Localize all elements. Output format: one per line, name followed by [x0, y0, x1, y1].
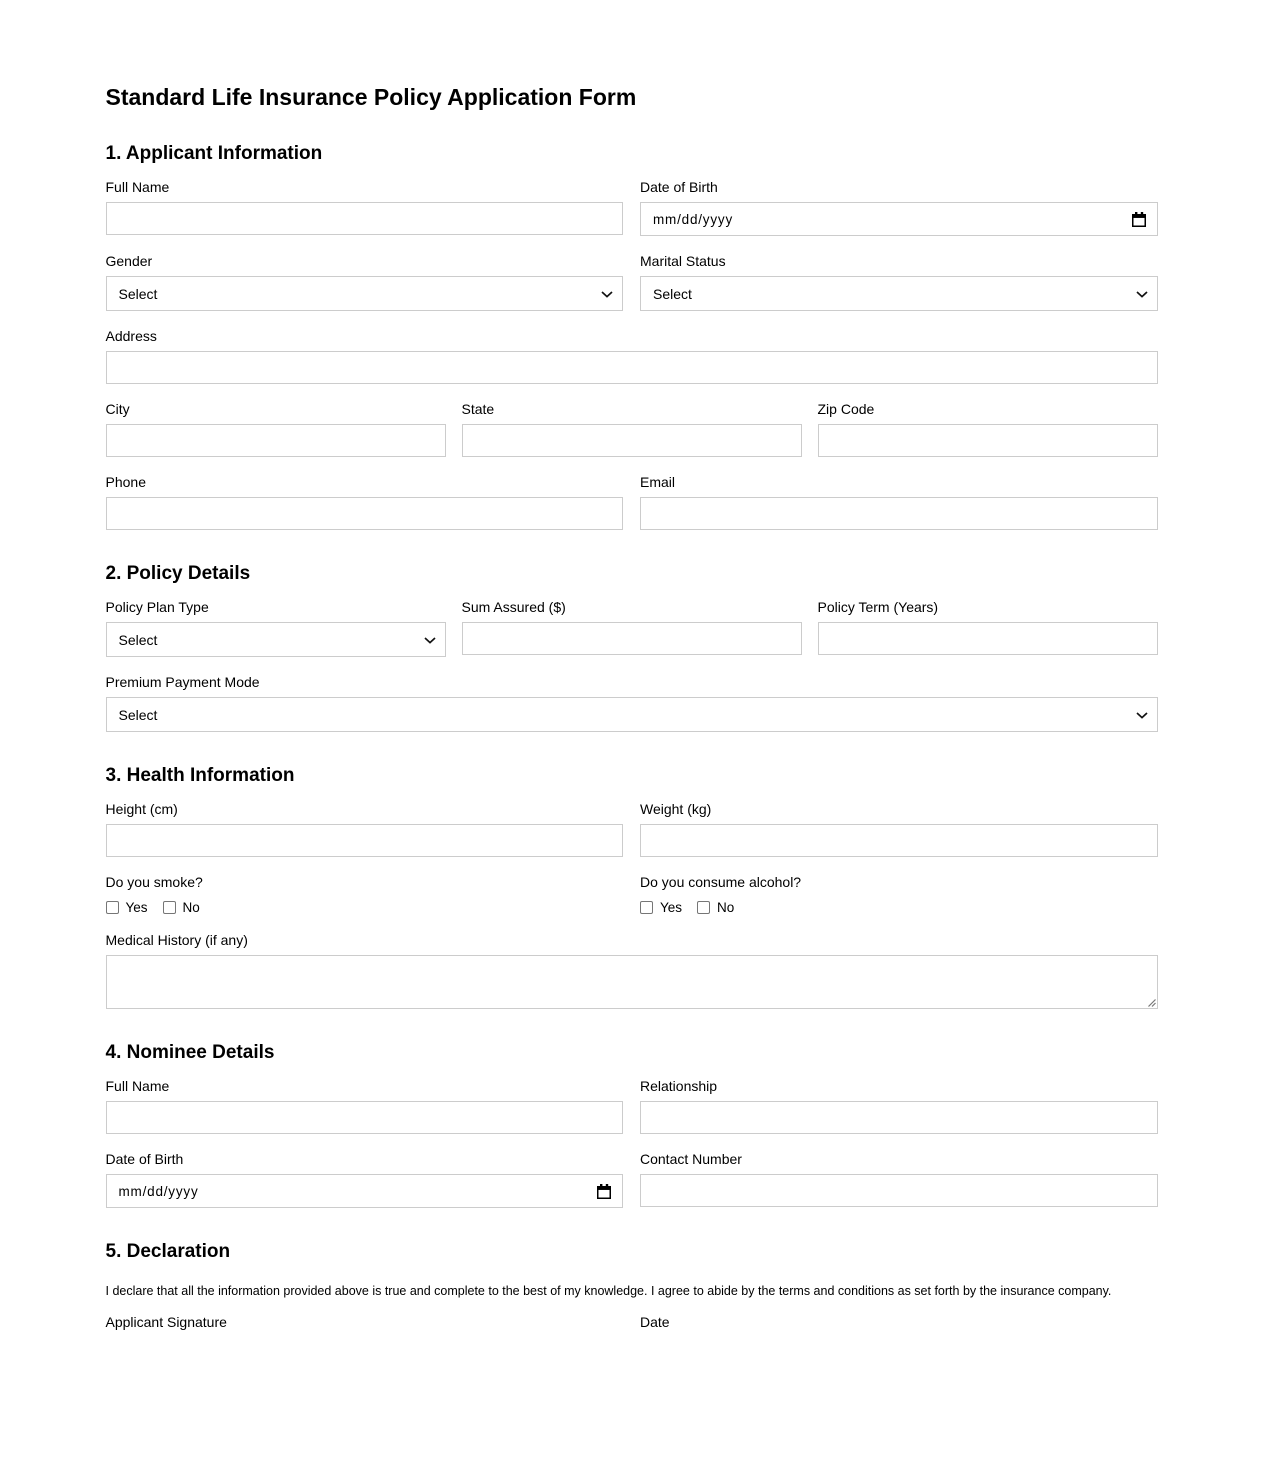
marital-status-select[interactable]: [640, 276, 1158, 311]
policy-term-label: Policy Term (Years): [817, 599, 939, 615]
nominee-dob-group: [106, 1152, 624, 1208]
medical-history-label: Medical History (if any): [105, 932, 248, 948]
field-row: [106, 1079, 1158, 1134]
field-row: [106, 402, 1158, 457]
zip-code-group: [818, 402, 1158, 457]
applicant-signature-group: [105, 1314, 624, 1330]
declaration-text: I declare that all the information provided above is true and complete to the best of my knowledge. I agree to abide by the terms and conditions as set forth by the insurance company.: [105, 1284, 1112, 1298]
email-group: [640, 475, 1158, 530]
policy-plan-type-label: Policy Plan Type: [105, 599, 209, 615]
medical-history-group: [106, 933, 1158, 1009]
alcohol-question-label: Do you consume alcohol?: [640, 874, 802, 890]
premium-payment-mode-group: [106, 675, 1158, 732]
medical-history-textarea[interactable]: [106, 955, 1158, 1009]
relationship-input[interactable]: [640, 1101, 1158, 1134]
height-input[interactable]: [106, 824, 624, 857]
smoke-options: [106, 899, 624, 915]
field-row: [106, 329, 1158, 384]
section-heading-nominee: 4. Nominee Details: [105, 1042, 275, 1063]
smoke-yes-label: Yes: [125, 899, 148, 915]
contact-number-input[interactable]: [640, 1174, 1158, 1207]
calendar-icon[interactable]: [1132, 212, 1146, 227]
height-label: Height (cm): [105, 801, 178, 817]
relationship-label: Relationship: [640, 1078, 718, 1094]
field-row: [106, 933, 1158, 1009]
applicant-signature-label: Applicant Signature: [105, 1314, 227, 1330]
sum-assured-group: [462, 600, 802, 657]
weight-label: Weight (kg): [640, 801, 712, 817]
full-name-label: Full Name: [105, 179, 170, 195]
gender-select-wrap: [106, 276, 624, 311]
marital-status-label: Marital Status: [640, 253, 726, 269]
zip-code-label: Zip Code: [817, 401, 875, 417]
dob-label: Date of Birth: [640, 179, 718, 195]
alcohol-yes-label: Yes: [660, 899, 683, 915]
field-row: [106, 875, 1158, 915]
gender-select[interactable]: [106, 276, 624, 311]
state-input[interactable]: [462, 424, 802, 457]
signature-row: [105, 1314, 1158, 1330]
date-placeholder: mm/dd/yyyy: [118, 1183, 199, 1199]
premium-payment-mode-label: Premium Payment Mode: [105, 674, 260, 690]
field-row: [106, 675, 1158, 732]
sum-assured-input[interactable]: [462, 622, 802, 655]
weight-input[interactable]: [640, 824, 1158, 857]
section-heading-applicant: 1. Applicant Information: [105, 143, 323, 164]
field-row: [106, 180, 1158, 236]
phone-group: [106, 475, 624, 530]
address-input[interactable]: [106, 351, 1158, 384]
smoke-group: [106, 875, 624, 915]
nominee-full-name-group: [106, 1079, 624, 1134]
signature-date-group: [640, 1314, 1158, 1330]
field-row: [106, 475, 1158, 530]
section-heading-policy: 2. Policy Details: [105, 563, 251, 584]
weight-group: [640, 802, 1158, 857]
medical-history-wrap: [106, 955, 1158, 1009]
dob-group: [640, 180, 1158, 236]
city-group: [106, 402, 446, 457]
smoke-yes-checkbox[interactable]: [106, 901, 119, 914]
signature-date-label: Date: [640, 1314, 670, 1330]
phone-label: Phone: [105, 474, 146, 490]
policy-plan-type-select[interactable]: [106, 622, 446, 657]
address-group: [106, 329, 1158, 384]
section-heading-declaration: 5. Declaration: [105, 1241, 231, 1262]
smoke-no-checkbox[interactable]: [163, 901, 176, 914]
state-group: [462, 402, 802, 457]
calendar-icon[interactable]: [597, 1184, 611, 1199]
nominee-full-name-label: Full Name: [105, 1078, 170, 1094]
policy-plan-type-select-wrap: [106, 622, 446, 657]
city-label: City: [105, 401, 130, 417]
contact-number-label: Contact Number: [640, 1151, 742, 1167]
alcohol-no-label: No: [717, 899, 735, 915]
contact-number-group: [640, 1152, 1158, 1208]
smoke-question-label: Do you smoke?: [105, 874, 203, 890]
height-group: [106, 802, 624, 857]
page-title: Standard Life Insurance Policy Application Form: [105, 84, 637, 110]
section-heading-health: 3. Health Information: [105, 765, 295, 786]
dob-input[interactable]: [640, 202, 1158, 236]
gender-group: [106, 254, 624, 311]
form-page: [105, 0, 1158, 1330]
alcohol-yes-checkbox[interactable]: [640, 901, 653, 914]
alcohol-options: [640, 899, 1158, 915]
nominee-full-name-input[interactable]: [106, 1101, 624, 1134]
nominee-dob-input[interactable]: [106, 1174, 624, 1208]
alcohol-no-checkbox[interactable]: [697, 901, 710, 914]
policy-term-input[interactable]: [818, 622, 1158, 655]
full-name-input[interactable]: [106, 202, 624, 235]
field-row: [106, 254, 1158, 311]
full-name-group: [106, 180, 624, 236]
smoke-no-label: No: [182, 899, 200, 915]
policy-term-group: [818, 600, 1158, 657]
premium-payment-mode-select[interactable]: [106, 697, 1158, 732]
premium-payment-mode-select-wrap: [106, 697, 1158, 732]
relationship-group: [640, 1079, 1158, 1134]
field-row: [106, 600, 1158, 657]
phone-input[interactable]: [106, 497, 624, 530]
nominee-dob-label: Date of Birth: [105, 1151, 184, 1167]
zip-code-input[interactable]: [818, 424, 1158, 457]
email-label: Email: [640, 474, 676, 490]
policy-plan-type-group: [106, 600, 446, 657]
state-label: State: [461, 401, 495, 417]
field-row: [106, 802, 1158, 857]
gender-label: Gender: [105, 253, 153, 269]
email-input[interactable]: [640, 497, 1158, 530]
marital-status-select-wrap: [640, 276, 1158, 311]
field-row: [106, 1152, 1158, 1208]
marital-status-group: [640, 254, 1158, 311]
address-label: Address: [105, 328, 157, 344]
alcohol-group: [640, 875, 1158, 915]
sum-assured-label: Sum Assured ($): [461, 599, 566, 615]
date-placeholder: mm/dd/yyyy: [653, 211, 734, 227]
city-input[interactable]: [106, 424, 446, 457]
